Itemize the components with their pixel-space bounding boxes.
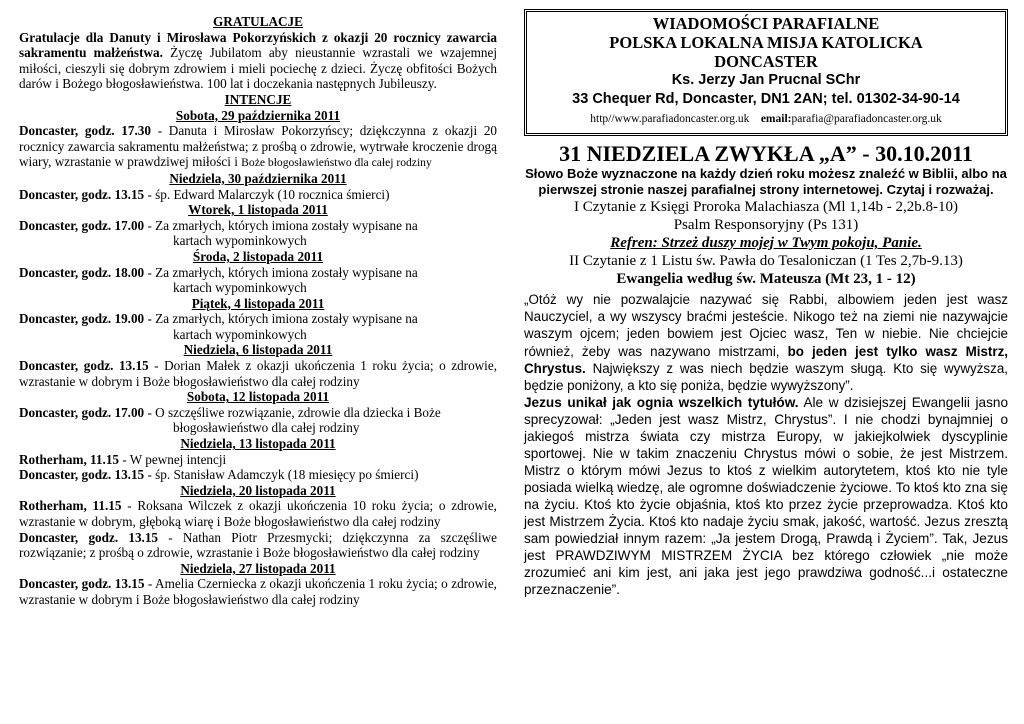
section-date: Środa, 2 listopada 2011 [192, 248, 324, 264]
section-date: Niedziela, 27 listopada 2011 [180, 560, 336, 576]
entry-continuation: błogosławieństwo dla całej rodziny [173, 420, 360, 436]
entry-text: - śp. Stanisław Adamczyk (18 miesięcy po śmierci) [144, 467, 419, 483]
entry-place-time: Doncaster, godz. 17.00 [19, 404, 145, 420]
intention-entry [19, 218, 497, 234]
entry-text: - Nathan Piotr Przesmycki; dziękczynna za szczęśliwe rozwiązanie; z prośbą o zdrowie, wzrastanie i Boże błogosławieństwo dla całej rodziny [19, 529, 497, 561]
section-date: Niedziela, 13 listopada 2011 [180, 436, 336, 452]
entry-continuation: kartach wypominkowych [173, 326, 307, 342]
first-reading: I Czytanie z Księgi Proroka Malachiasza (Ml 1,14b - 2,2b.8-10) [573, 199, 959, 215]
second-reading: II Czytanie z 1 Listu św. Pawła do Tesaloniczan (1 Tes 2,7b-9.13) [569, 253, 963, 269]
parish-header [524, 9, 1008, 136]
gospel-text [524, 291, 1008, 394]
intention-entry [19, 358, 497, 389]
reflection-text [524, 394, 1008, 598]
entry-text: - Dorian Małek z okazji ukończenia 1 roku życia; o zdrowie, wzrastanie w dobrym i Boże błogosławieństwo dla całej rodziny [19, 358, 497, 389]
header-line1: WIADOMOŚCI PARAFIALNE [652, 14, 880, 33]
entry-place-time: Rotherham, 11.15 [19, 451, 120, 467]
intention-entry [19, 498, 497, 529]
entry-place-time: Doncaster, godz. 13.15 [19, 576, 145, 592]
entry-continuation: kartach wypominkowych [173, 280, 307, 296]
intention-entry [19, 576, 497, 607]
entry-place-time: Doncaster, godz. 17.30 [19, 123, 151, 139]
gospel-bold: bo jeden jest tylko wasz Mistrz, Chrystus. [524, 343, 1008, 376]
section-date: Wtorek, 1 listopada 2011 [188, 202, 328, 218]
section-date: Sobota, 29 października 2011 [175, 107, 341, 123]
header-priest: Ks. Jerzy Jan Prucnal SChr [671, 72, 861, 88]
sunday-title: 31 NIEDZIELA ZWYKŁA „A” - 30.10.2011 [559, 141, 973, 166]
entry-place-time: Doncaster, godz. 19.00 [19, 311, 145, 327]
entry-place-time: Doncaster, godz. 13.15 [19, 358, 149, 374]
email-label: email: [760, 113, 792, 125]
email-link[interactable]: parafia@parafiadoncaster.org.uk [791, 113, 942, 125]
reflection-body: Ale w dzisiejszej Ewangelii jasno sprecyzował: „Jeden jest wasz Mistrz, Chrystus”. I nie chodzi bynajmniej o jakiegoś mistrza świata czy mistrza Europy, w jakiejkolwiek dyscyplinie sportowej. Nie w takim znaczeniu Chrystus mówi o sobie, że jest Mistrzem. Mistrz o którym mówi Jezus to ktoś z wielkim autorytetem, ktoś kto nie tyle posiada wielką wiedzę, ale ogromne doświadczenie życiowe. To ktoś kto zna się na życiu. Ktoś kto życie objaśnia, ktoś kto przez życie przeprowadza. Ktoś kto jest Mistrzem Życia. Ktoś kto nadaje życiu smak, jakość, wartość. Jezus zresztą sam powiedział innym razem: „Ja jestem Drogą, Prawdą i Życiem”. Tak, Jezus jest PRAWDZIWYM MISTRZEM ŻYCIA bez którego człowiek „nie może zrozumieć ani kim jest, ani jaka jest jego prawdziwa godność...i ostateczne przeznaczenie”. [524, 395, 1009, 598]
intention-entry [19, 452, 497, 468]
section-date: Sobota, 12 listopada 2011 [186, 389, 330, 405]
entry-place-time: Rotherham, 11.15 [19, 498, 122, 514]
entry-place-time: Doncaster, godz. 13.15 [19, 186, 145, 202]
word-of-god-note: Słowo Boże wyznaczone na każdy dzień roku możesz znaleźć w Biblii, albo na pierwszej stronie naszej parafialnej strony internetowej. Czytaj i rozważaj. [525, 166, 1007, 197]
entry-place-time: Doncaster, godz. 13.15 [19, 529, 159, 545]
entry-continuation: kartach wypominkowych [173, 233, 307, 249]
entry-place-time: Doncaster, godz. 18.00 [19, 264, 145, 280]
entry-text: - Za zmarłych, których imiona zostały wypisane na [144, 311, 418, 327]
header-contact [531, 109, 1001, 129]
entry-place-time: Doncaster, godz. 17.00 [19, 217, 145, 233]
congrats-title: GRATULACJE [213, 14, 303, 29]
intentions-column [19, 14, 497, 608]
entry-small-text: Boże błogosławieństwo dla całej rodziny [241, 156, 432, 170]
entry-text: - O szczęśliwe rozwiązanie, zdrowie dla dziecka i Boże [144, 404, 441, 420]
intention-entry [19, 123, 497, 171]
gospel-part1: „Otóż wy nie pozwalajcie nazywać się Rabbi, albowiem jeden jest wasz Nauczyciel, a wy wszyscy braćmi jesteście. Nikogo też na ziemi nie nazywajcie waszym ojcem; jeden bowiem jest Ojciec wasz, Ten w niebie. Nie chciejcie również, żeby was nazywano mistrzami, [524, 292, 1008, 359]
header-line3: DONCASTER [714, 52, 818, 71]
entry-text: - Za zmarłych, których imiona zostały wypisane na [144, 264, 418, 280]
refrain: Refren: Strzeż duszy mojej w Twym pokoju, Panie. [610, 235, 922, 251]
entry-text: - Amelia Czernieck​a z okazji ukończenia 1 roku życia; o zdrowie, wzrastanie w dobrym i Boże błogosławieństwo dla całej rodziny [19, 576, 497, 607]
congrats-bold-text: Gratulacje dla Danuty i Mirosława Pokorzyńskich z okazji 20 rocznicy zawarcia sakramentu małżeństwa. [19, 29, 497, 61]
intention-entry [19, 311, 497, 327]
section-date: Niedziela, 20 listopada 2011 [180, 482, 336, 498]
intentions-title: INTENCJE [224, 91, 292, 107]
header-line2: POLSKA LOKALNA MISJA KATOLICKA [609, 33, 923, 52]
congrats-paragraph [19, 30, 497, 92]
intention-entry [19, 187, 497, 203]
congrats-text: Życzę Jubilatom aby nieustannie wzrastali we wzajemnej miłości, cieszyli się dobrym zdrowiem i mieli pociechę z dzieci. Życzę obfitości Bożych darów i Bożego błogosławieństwa. 100 lat i doczekania następnych Jubileuszy. [19, 45, 497, 92]
entry-text: - śp. Edward Malarczyk (10 rocznica śmierci) [144, 186, 390, 202]
entry-text: - Danuta i Mirosław Pokorzyńscy; dziękczynna z okazji 20 rocznicy zawarcia sakramentu małżeństwa; z prośbą o zdrowie, wytrwałe kroczenie drogą wiary, wzrastanie w prawdziwej miłości i [19, 123, 498, 170]
header-address: 33 Chequer Rd, Doncaster, DN1 2AN; tel. 01302-34-90-14 [572, 91, 960, 107]
entry-text: - Roksana Wilczek z okazji ukończenia 10 roku życia; o zdrowie, wzrastanie w dobrym, głęboką wiarę i Boże błogosławieństwo dla całej rodziny [19, 498, 497, 529]
psalm: Psalm Responsoryjny (Ps 131) [673, 217, 859, 233]
intention-entry [19, 467, 497, 483]
entry-text: - Za zmarłych, których imiona zostały wypisane na [144, 217, 418, 233]
intention-entry [19, 265, 497, 281]
intention-entry [19, 530, 497, 561]
entry-place-time: Doncaster, godz. 13.15 [19, 467, 145, 483]
website-link[interactable]: http//www.parafiadoncaster.org.uk [590, 113, 750, 125]
intention-sections [19, 108, 497, 608]
section-date: Niedziela, 30 października 2011 [169, 170, 347, 186]
reflection-bold: Jezus unikał jak ognia wszelkich tytułów. [524, 395, 799, 411]
intention-entry [19, 405, 497, 421]
gospel-heading: Ewangelia według św. Mateusza (Mt 23, 1 - 12) [616, 271, 916, 287]
section-date: Piątek, 4 listopada 2011 [191, 295, 325, 311]
entry-text: - W pewnej intencji [119, 451, 227, 467]
gospel-part2: Największy z was niech będzie waszym sługą. Kto się wywyższa, będzie poniżony, a kto się poniża, będzie wywyższony”. [524, 360, 1008, 394]
section-date: Niedziela, 6 listopada 2011 [183, 342, 333, 358]
news-column [524, 9, 1008, 598]
